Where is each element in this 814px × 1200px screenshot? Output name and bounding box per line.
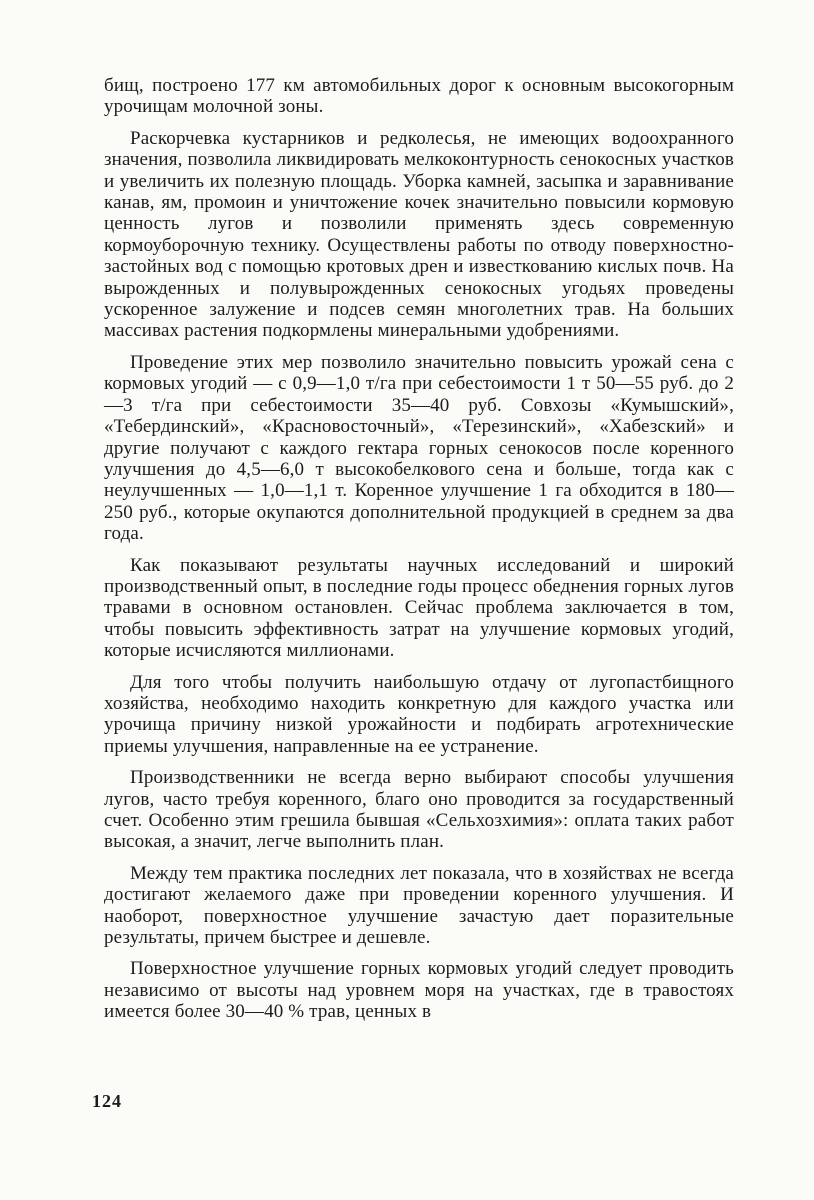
paragraph-recent-practice: Между тем практика последних лет показала, что в хозяйствах не всегда достигают желаемого даже при проведении коренного улучшения. И наоборот, поверхностное улучшение зачастую дает поразительные результаты, причем быстрее и дешевле.	[104, 862, 734, 949]
paragraph-maximum-return: Для того чтобы получить наибольшую отдачу от лугопастбищного хозяйства, необходимо находить конкретную для каждого участка или урочища причину низкой урожайности и подбирать агротехнические приемы улучшения, направленные на ее устранение.	[104, 671, 734, 757]
paragraph-land-clearing: Раскорчевка кустарников и редколесья, не имеющих водоохранного значения, позволила ликвидировать мелкоконтурность сенокосных участков и увеличить их полезную площадь. Уборка камней, засыпка и заравнивание канав, ям, промоин и уничтожение кочек значительно повысили кормовую ценность лугов и позволили применять здесь современную кормоуборочную технику. Осуществлены работы по отводу поверхностно-застойных вод с помощью кротовых дрен и известкованию кислых почв. На вырожденных и полувырожденных сенокосных угодьях проведены ускоренное залужение и подсев семян многолетних трав. На больших массивах растения подкормлены минеральными удобрениями.	[104, 127, 734, 342]
paragraph-hay-yield: Проведение этих мер позволило значительно повысить урожай сена с кормовых угодий — с 0,9—1,0 т/га при себестоимости 1 т 50—55 руб. до 2—3 т/га при себестоимости 35—40 руб. Совхозы «Кумышский», «Тебердинский», «Красновосточный», «Терезинский», «Хабезский» и другие получают с каждого гектара горных сенокосов после коренного улучшения до 4,5—6,0 т высокобелкового сена и больше, тогда как с неулучшенных — 1,0—1,1 т. Коренное улучшение 1 га обходится в 180—250 руб., которые окупаются дополнительной продукцией в среднем за два года.	[104, 351, 734, 545]
paragraph-surface-improvement: Поверхностное улучшение горных кормовых угодий следует проводить независимо от высоты над уровнем моря на участках, где в травостоях имеется более 30—40 % трав, ценных в	[104, 958, 734, 1023]
paragraph-research-results: Как показывают результаты научных исследований и широкий производственный опыт, в последние годы процесс обеднения горных лугов травами в основном остановлен. Сейчас проблема заключается в том, чтобы повысить эффективность затрат на улучшение кормовых угодий, которые исчисляются миллионами.	[104, 554, 734, 662]
paragraph-producers-methods: Производственники не всегда верно выбирают способы улучшения лугов, часто требуя коренного, благо оно проводится за государственный счет. Особенно этим грешила бывшая «Сельхозхимия»: оплата таких работ высокая, а значит, легче выполнить план.	[104, 767, 734, 853]
paragraph-continuation: бищ, построено 177 км автомобильных дорог к основным высокогорным урочищам молочной зоны.	[104, 75, 734, 118]
page-number: 124	[92, 1091, 122, 1111]
